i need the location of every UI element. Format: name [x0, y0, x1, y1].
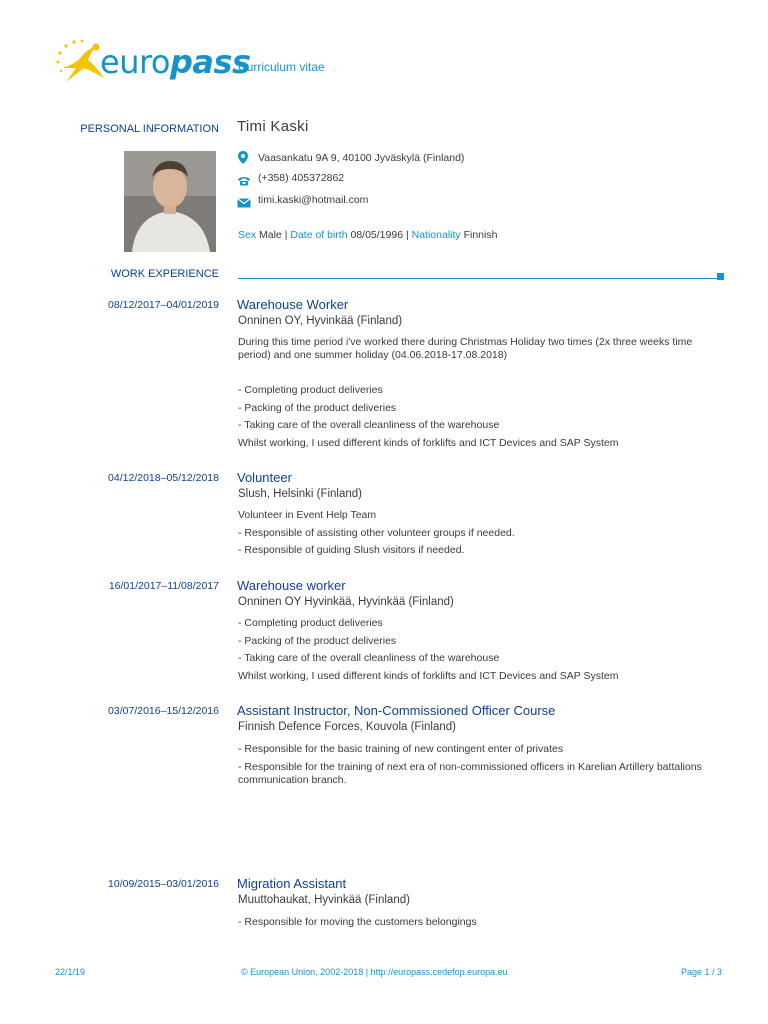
location-pin-icon	[238, 151, 248, 169]
work-entry-employer: Onninen OY Hyvinkää, Hyvinkää (Finland)	[238, 596, 454, 608]
work-entry-date: 10/09/2015–03/01/2016	[108, 878, 219, 890]
work-entry-bullet: - Packing of the product deliveries	[238, 402, 397, 414]
date-of-birth-value: 08/05/1996	[350, 229, 404, 241]
work-entry-title: Assistant Instructor, Non-Commissioned Officer Course	[237, 703, 556, 718]
nationality-label: Nationality	[411, 229, 461, 241]
footer-copyright[interactable]: © European Union, 2002-2018 | http://europass.cedefop.europa.eu	[241, 967, 508, 977]
work-entry-bullet: - Responsible of guiding Slush visitors if needed.	[238, 544, 465, 556]
work-entry-date: 03/07/2016–15/12/2016	[108, 705, 219, 717]
work-entry-date: 04/12/2018–05/12/2018	[108, 472, 219, 484]
work-entry-title: Warehouse Worker	[237, 297, 349, 312]
work-entry-bullet: - Responsible for the training of next era of non-commissioned officers in Karelian Artillery battalions	[238, 761, 702, 773]
work-entry-title: Warehouse worker	[237, 578, 346, 593]
section-divider	[238, 278, 718, 279]
separator: |	[405, 229, 409, 241]
work-entry-date: 16/01/2017–11/08/2017	[108, 580, 219, 592]
work-entry-bullet: - Responsible of assisting other volunteer groups if needed.	[238, 527, 515, 539]
work-entry-bullet: - Responsible for the basic training of new contingent enter of privates	[238, 743, 564, 755]
email-icon	[237, 195, 251, 213]
work-entry-description: Whilst working, I used different kinds of forklifts and ICT Devices and SAP System	[238, 670, 619, 682]
work-entry-employer: Slush, Helsinki (Finland)	[238, 488, 362, 500]
section-divider-marker	[717, 273, 724, 280]
document-label: Curriculum vitae	[238, 60, 325, 74]
profile-photo-illustration	[124, 151, 216, 252]
work-entry-bullet: - Completing product deliveries	[238, 384, 383, 396]
work-entry-bullet: - Completing product deliveries	[238, 617, 383, 629]
work-entry-title: Migration Assistant	[237, 876, 347, 891]
applicant-name: Timi Kaski	[237, 118, 309, 135]
separator: |	[284, 229, 288, 241]
sex-label: Sex	[238, 229, 257, 241]
work-entry-title: Volunteer	[237, 470, 292, 485]
work-entry-bullet: - Packing of the product deliveries	[238, 635, 397, 647]
email-link[interactable]: timi.kaski@hotmail.com	[258, 194, 369, 206]
work-entry-employer: Finnish Defence Forces, Kouvola (Finland)	[238, 721, 456, 733]
work-entry-bullet: - Taking care of the overall cleanliness of the warehouse	[238, 652, 500, 664]
work-entry-description: period) and one summer holiday (04.06.2018-17.08.2018)	[238, 349, 508, 361]
sex-value: Male	[259, 229, 282, 241]
phone-text: (+358) 405372862	[258, 172, 345, 184]
work-entry-employer: Muuttohaukat, Hyvinkää (Finland)	[238, 894, 410, 906]
footer-page-number: Page 1 / 3	[680, 967, 722, 977]
work-entry-date: 08/12/2017–04/01/2019	[108, 299, 219, 311]
personal-details-line	[238, 229, 497, 241]
footer-date: 22/1/19	[55, 967, 86, 977]
work-entry-bullet: - Responsible for moving the customers belongings	[238, 916, 477, 928]
work-entry-bullet: - Taking care of the overall cleanliness of the warehouse	[238, 419, 500, 431]
work-entry-description: During this time period i've worked there during Christmas Holiday two times (2x three weeks time	[238, 336, 693, 348]
work-entry-description: communication branch.	[238, 774, 347, 786]
phone-icon	[237, 173, 251, 191]
address-text: Vaasankatu 9A 9, 40100 Jyväskylä (Finland)	[258, 152, 465, 164]
logo-pass: pass	[170, 43, 251, 81]
profile-photo	[124, 151, 216, 252]
date-of-birth-label: Date of birth	[290, 229, 348, 241]
europass-logo	[52, 38, 251, 88]
work-entry-employer: Onninen OY, Hyvinkää (Finland)	[238, 315, 403, 327]
logo-wordmark	[100, 42, 251, 82]
nationality-value: Finnish	[463, 229, 498, 241]
work-experience-heading: WORK EXPERIENCE	[110, 268, 219, 280]
personal-information-heading: PERSONAL INFORMATION	[80, 123, 219, 135]
work-entry-description: Whilst working, I used different kinds of forklifts and ICT Devices and SAP System	[238, 437, 619, 449]
work-entry-description: Volunteer in Event Help Team	[238, 509, 377, 521]
logo-euro: euro	[100, 43, 170, 81]
